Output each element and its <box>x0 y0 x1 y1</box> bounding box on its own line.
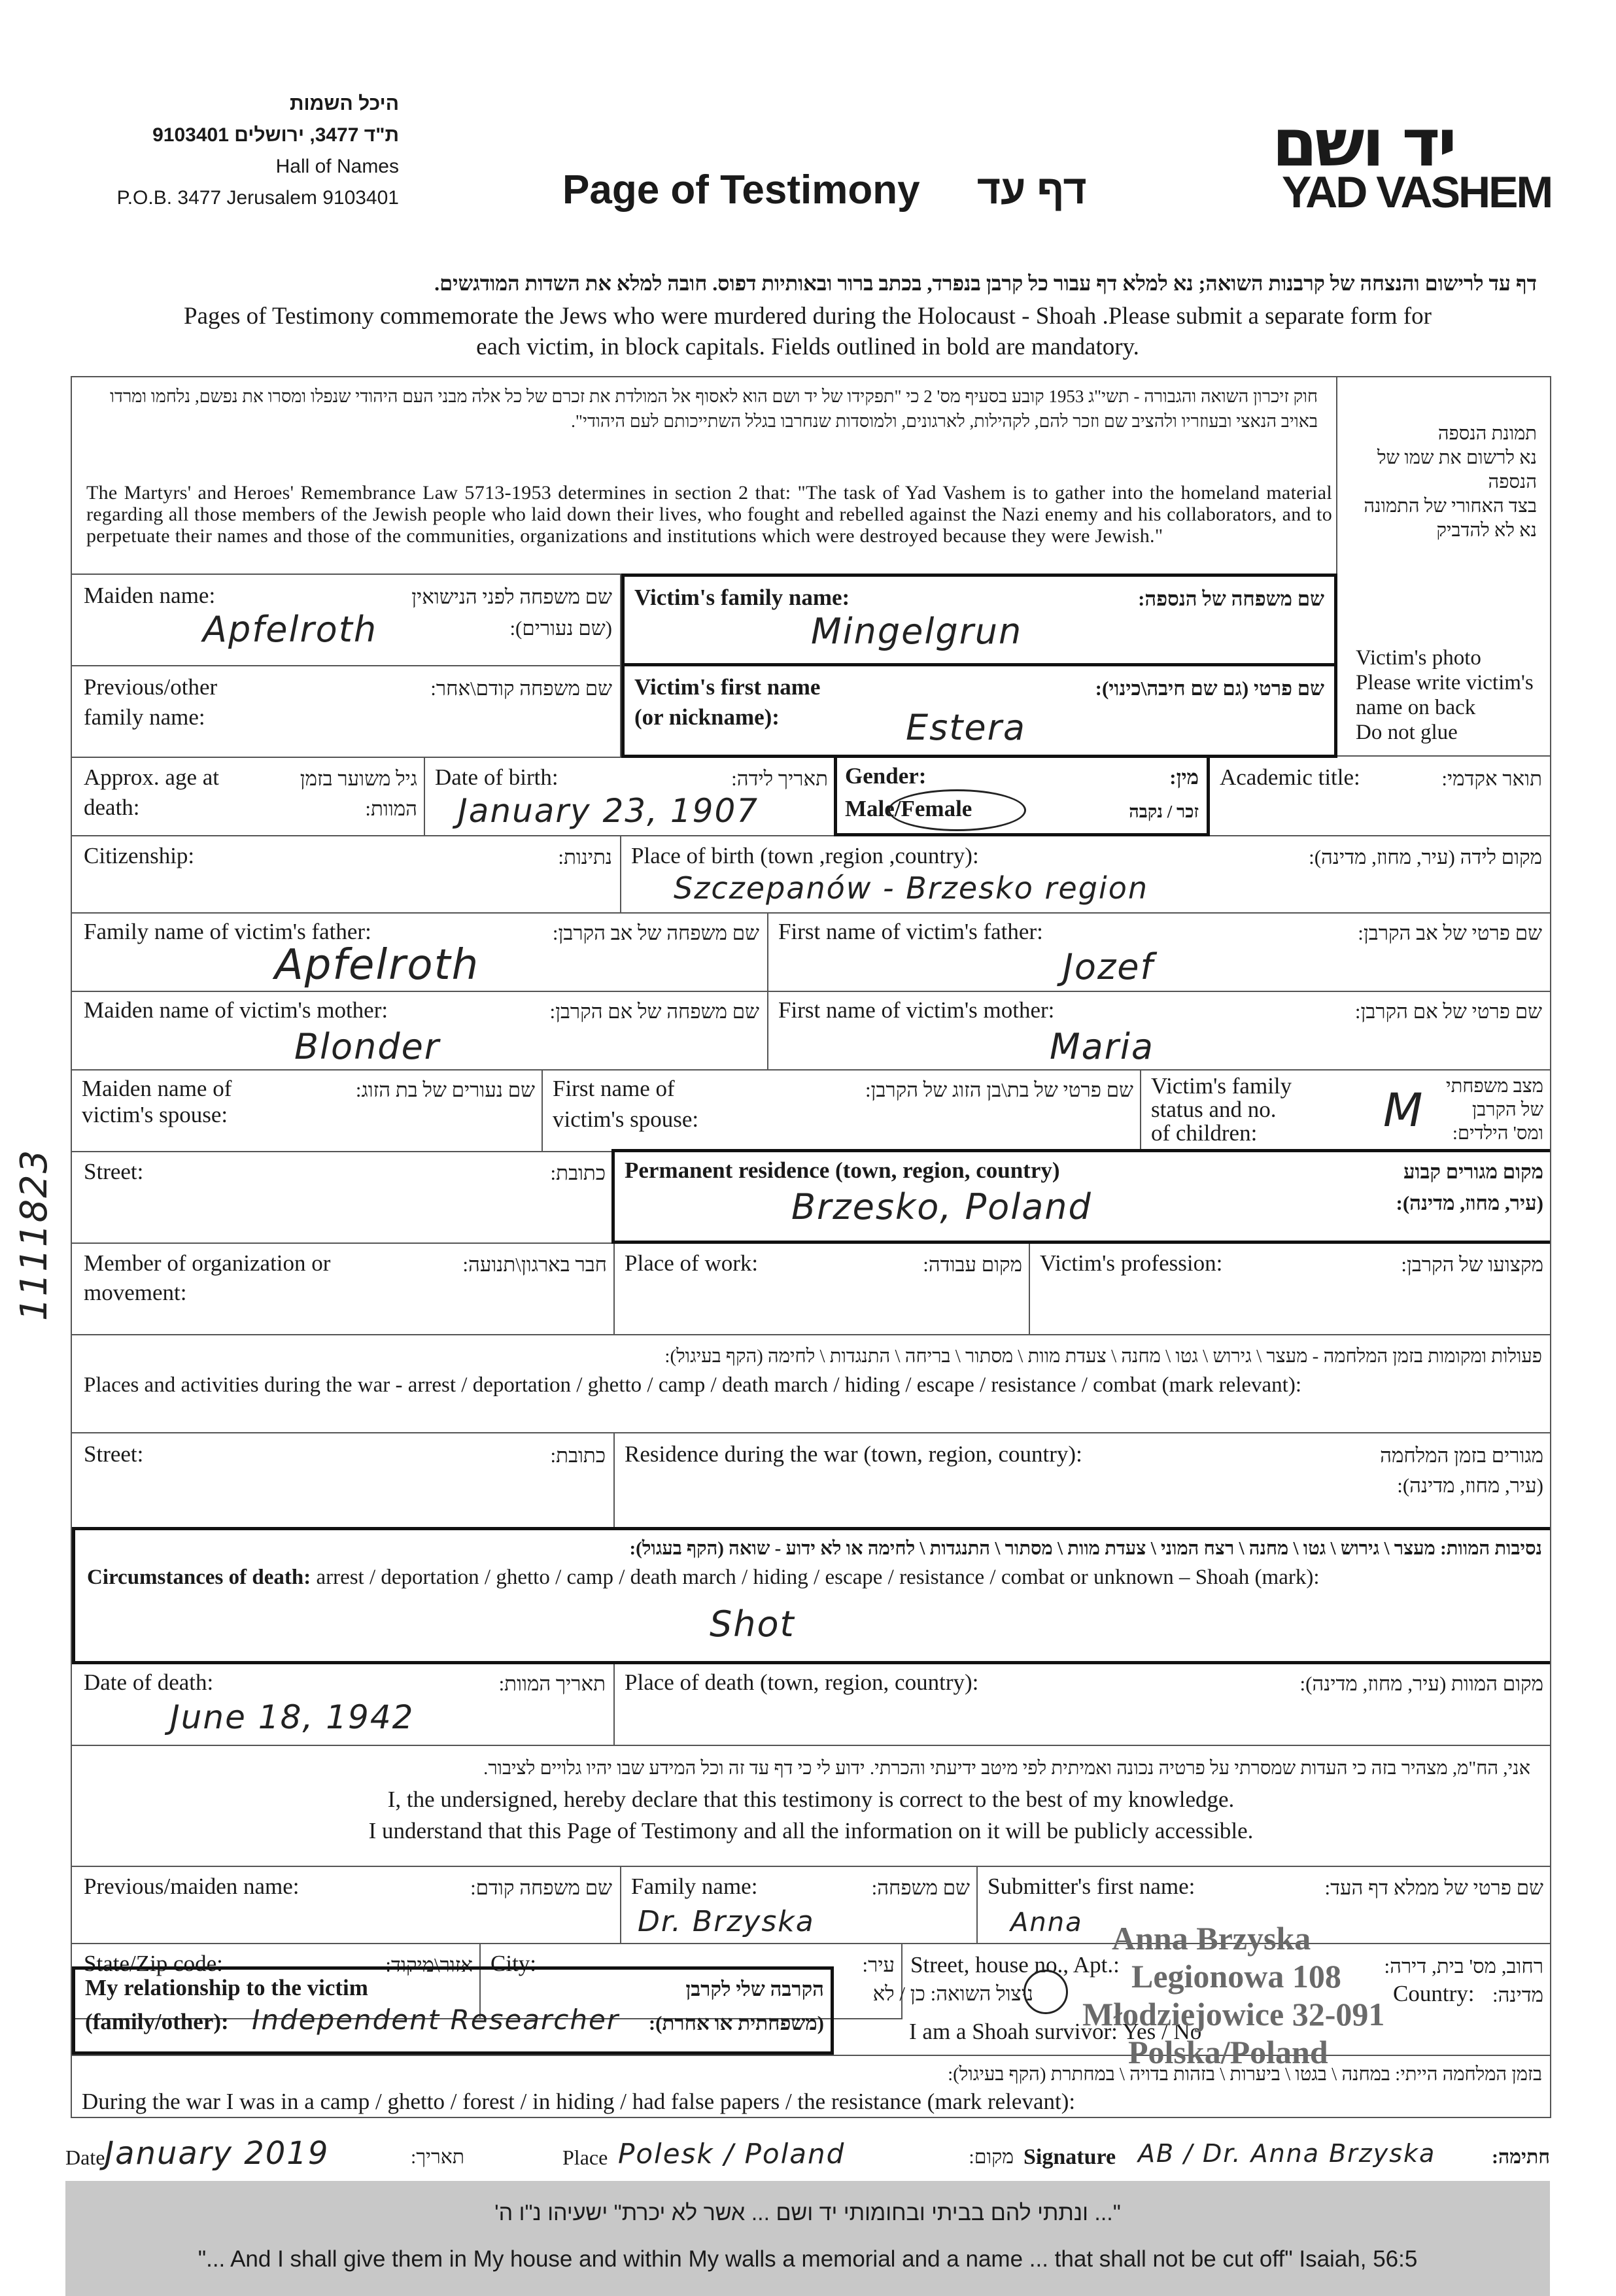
street-label: Street: <box>84 1159 144 1184</box>
state-label: State/Zip code: <box>84 1951 223 1976</box>
country-label: Country: <box>1393 1981 1475 2006</box>
war-street-label: Street: <box>84 1441 144 1467</box>
academic-label: Academic title: <box>1220 764 1360 790</box>
photo-he-4: נא לא להדביק <box>1436 520 1537 541</box>
margin-note: 1111823 <box>13 1148 56 1321</box>
declaration-hebrew: אני, הח"מ, מצהיר בזה כי העדות שמסרתי על פרטיה נכונה ואמיתית לפי מיטב ידיעתי והכרתי. ידוע לי כי דף עד זה וכל המידע שבו יהיו גלויים לציבור. <box>483 1758 1530 1779</box>
first-name-label-1: Victim's first name <box>634 674 821 700</box>
activities-label-he: פעולות ומקומות בזמן המלחמה - מעצר \ גירוש \ גטו \ מחנה \ צעדת מוות \ מסתור \ בריחה \ התנגדות \ לחימה (הקף בעיגול): <box>664 1346 1542 1367</box>
signature-label-he: חתימה: <box>1492 2146 1550 2168</box>
previous-name-label-he: שם משפחה קודם\אחר: <box>430 677 612 700</box>
date-label: Date <box>65 2146 105 2169</box>
family-name-label-he: שם משפחה של הנספה: <box>1138 587 1324 610</box>
member-label-he: חבר בארגון\תנועה: <box>462 1253 607 1276</box>
city-label-he: עיר: <box>862 1953 895 1976</box>
mother-maiden-label: Maiden name of victim's mother: <box>84 997 388 1023</box>
circumstances-label-bold: Circumstances of death: <box>87 1566 311 1589</box>
address-line-2: ת"ד 3477, ירושלים 9103401 <box>152 124 399 146</box>
submitter-stamp <box>1082 1919 1385 2071</box>
circumstances-field[interactable] <box>72 1527 1550 1664</box>
page-title <box>562 167 1087 213</box>
father-family-label-he: שם משפחה של אב הקרבן: <box>552 921 759 944</box>
declaration <box>72 1746 1550 1867</box>
photo-he-2: נא לרשום את שמו של הנספה <box>1377 447 1537 492</box>
photo-area[interactable] <box>1337 377 1550 757</box>
signature-value: AB / Dr. Anna Brzyska <box>1138 2139 1436 2168</box>
maiden-name-value: Apfelroth <box>203 609 378 650</box>
title-english: Page of Testimony <box>562 167 920 213</box>
submitter-family-field[interactable] <box>621 1867 978 1944</box>
photo-en-4: Do not glue <box>1356 721 1458 744</box>
law-block <box>72 377 1337 574</box>
family-status-label-2: status and no. <box>1151 1097 1277 1122</box>
submitter-first-label: Submitter's first name: <box>988 1874 1195 1899</box>
war-residence-field[interactable] <box>615 1433 1550 1530</box>
spouse-maiden-field[interactable] <box>72 1071 543 1152</box>
spouse-maiden-label-2: victim's spouse: <box>82 1102 228 1127</box>
intro-english <box>78 301 1537 362</box>
testimony-form <box>71 376 1551 2118</box>
family-status-label-1: Victim's family <box>1151 1073 1292 1099</box>
place-of-work-field[interactable] <box>615 1244 1030 1335</box>
work-label: Place of work: <box>625 1250 759 1276</box>
address-line-4: P.O.B. 3477 Jerusalem 9103401 <box>116 187 399 209</box>
family-name-value: Mingelgrun <box>811 611 1023 652</box>
citizenship-field[interactable] <box>72 836 621 914</box>
residence-label: Permanent residence (town, region, country) <box>625 1157 1060 1183</box>
war-activities-field[interactable] <box>72 1335 1550 1433</box>
age-label-he1: גיל משוער בזמן <box>300 767 417 790</box>
maiden-name-field[interactable] <box>72 574 621 666</box>
stamp-line-2: Legionowa 108 <box>1131 1958 1341 1995</box>
place-value: Polesk / Poland <box>618 2138 846 2170</box>
submitter-war-label-he: בזמן המלחמה הייתי: במחנה \ בגטו \ ביערות \ בזהות בדויה \ במחתרת (הקף בעיגול): <box>948 2064 1542 2085</box>
mother-first-label: First name of victim's mother: <box>778 997 1055 1023</box>
gender-label: Gender: <box>845 763 927 789</box>
war-street-label-he: כתובת: <box>550 1444 606 1467</box>
survivor-label: I am a Shoah survivor: Yes / No <box>909 2019 1202 2044</box>
dob-field[interactable] <box>425 758 837 836</box>
activities-label: Places and activities during the war - arrest / deportation / ghetto / camp / death march / hiding / escape / resistance / combat (mark relevant): <box>84 1373 1302 1397</box>
relationship-label-1: My relationship to the victim <box>85 1975 368 2000</box>
law-hebrew: חוק זיכרון השואה והגבורה - תשי"ג 1953 קובע בסעיף מס' 2 כי "תפקידו של יד ושם הוא לאסוף אל המולדת את זכרם של כל אלה מבני העם היהודי שנפלו ומסרו את נפשם, נלחמו ומרדו באויב הנאצי ובעוזריו ולהציב שם וזכר להם, לקהילות, לארגונים, ולמוסדות שנחרבו בגלל השתייכותם לעם היהודי". <box>110 386 1318 431</box>
citizenship-label-he: נתינות: <box>558 846 612 868</box>
gender-selection-circle <box>888 789 1026 831</box>
member-label-2: movement: <box>84 1280 187 1305</box>
work-label-he: מקום עבודה: <box>923 1253 1022 1276</box>
father-first-label: First name of victim's father: <box>778 919 1043 944</box>
circumstances-label-rest: arrest / deportation / ghetto / camp / death march / hiding / escape / resistance / combat or unknown – Shoah (mark): <box>316 1566 1320 1589</box>
family-status-he-3: ומס' הילדים: <box>1452 1123 1543 1144</box>
first-name-label-2: (or nickname): <box>634 704 780 730</box>
footer-hebrew: "... ונתתי להם בביתי ובחומותי יד ושם ... אשר לא יכרת" ישעיהו נ"ו ה' <box>494 2201 1121 2225</box>
war-residence-label-he1: מגורים בזמן המלחמה <box>1380 1444 1543 1467</box>
place-label: Place <box>562 2146 608 2169</box>
first-name-label-he: שם פרטי (גם שם חיבה\כינוי): <box>1095 677 1324 700</box>
header-address <box>85 88 399 214</box>
first-name-field[interactable] <box>621 663 1337 758</box>
city-label: City: <box>490 1951 537 1976</box>
family-status-label-3: of children: <box>1151 1120 1258 1146</box>
submitter-first-value: Anna <box>1010 1908 1083 1938</box>
declaration-english <box>72 1784 1550 1847</box>
father-family-label: Family name of victim's father: <box>84 919 371 944</box>
dob-label: Date of birth: <box>435 764 559 790</box>
profession-label-he: מקצועו של הקרבן: <box>1401 1253 1543 1276</box>
street-house-label-he: רחוב, מס' בית, דירה: <box>1384 1955 1543 1978</box>
mother-first-label-he: שם פרטי של אם הקרבן: <box>1354 1000 1542 1023</box>
age-label-1: Approx. age at <box>84 764 220 790</box>
war-residence-label: Residence during the war (town, region, country): <box>625 1441 1082 1467</box>
intro-line-2: each victim, in block capitals. Fields outlined in bold are mandatory. <box>476 334 1139 360</box>
photo-en-1: Victim's photo <box>1356 646 1481 670</box>
submitter-prev-name-field[interactable] <box>72 1867 621 1944</box>
street-field[interactable] <box>72 1152 615 1244</box>
photo-hebrew <box>1337 422 1537 543</box>
mother-maiden-field[interactable] <box>72 992 768 1071</box>
mother-maiden-label-he: שם משפחה של אם הקרבן: <box>549 1000 759 1023</box>
country-label-he: מדינה: <box>1492 1983 1543 2006</box>
submitter-family-label-he: שם משפחה: <box>871 1876 970 1899</box>
relationship-label-he1: הקרבה שלי לקרבן <box>685 1978 824 2000</box>
spouse-maiden-label-1: Maiden name of <box>82 1076 232 1101</box>
pob-label: Place of birth (town ,region ,country): <box>631 843 979 868</box>
family-status-label-he <box>1446 1074 1543 1145</box>
photo-english <box>1356 645 1534 745</box>
family-status-value: M <box>1383 1084 1424 1137</box>
photo-he-1: תמונת הנספה <box>1437 423 1537 444</box>
dod-label: Date of death: <box>84 1670 214 1695</box>
relationship-field[interactable] <box>72 1966 834 2055</box>
dob-value: January 23, 1907 <box>458 792 759 830</box>
mother-maiden-value: Blonder <box>294 1026 441 1067</box>
survivor-no-circle <box>1023 1970 1068 2014</box>
photo-he-3: בצד האחורי של התמונה <box>1364 496 1537 517</box>
footer-english: "... And I shall give them in My house and within My walls a memorial and a name ... that shall not be cut off" Isaiah, 56:5 <box>198 2246 1418 2272</box>
academic-title-field[interactable] <box>1210 758 1550 836</box>
family-name-label: Victim's family name: <box>634 585 850 610</box>
dob-label-he: תאריך לידה: <box>731 767 828 790</box>
submitter-prev-name-label: Previous/maiden name: <box>84 1874 300 1899</box>
residence-value: Brzesko, Poland <box>791 1186 1092 1227</box>
spouse-first-label-1: First name of <box>553 1076 675 1101</box>
submitter-war-label: During the war I was in a camp / ghetto / forest / in hiding / had false papers / the resistance (mark relevant): <box>82 2089 1076 2114</box>
member-field[interactable] <box>72 1244 615 1335</box>
law-english: The Martyrs' and Heroes' Remembrance Law 5713-1953 determines in section 2 that: "The task of Yad Vashem is to gather into the homeland material regarding all those members of the Jewish people who laid down their lives, who fought and rebelled against the Nazi enemy and his collaborators, and to perpetuate their names and those of the communities, organizations and institutions which were destroyed because they were Jewish." <box>86 482 1332 547</box>
circumstances-label <box>87 1564 1320 1590</box>
photo-en-3: name on back <box>1356 696 1476 719</box>
submitter-family-value: Dr. Brzyska <box>638 1905 815 1938</box>
signature-row <box>65 2135 1550 2181</box>
submitter-family-label: Family name: <box>631 1874 758 1899</box>
father-first-field[interactable] <box>768 914 1550 992</box>
mother-first-value: Maria <box>1050 1026 1154 1067</box>
intro-hebrew: דף עד לרישום והנצחה של קרבנות השואה; נא למלא דף עבור כל קרבן בנפרד, בכתב ברור ובאותיות דפוס. חובה למלא את השדות המודגשים. <box>434 271 1537 295</box>
maiden-name-label: Maiden name: <box>84 583 216 608</box>
gender-label-he: מין: <box>1169 766 1199 789</box>
previous-name-field[interactable] <box>72 666 621 758</box>
mother-first-field[interactable] <box>768 992 1550 1071</box>
intro-line-1: Pages of Testimony commemorate the Jews who were murdered during the Holocaust - Shoah .Please submit a separate form for <box>184 303 1432 330</box>
family-status-label <box>1151 1074 1292 1145</box>
signature-label: Signature <box>1023 2145 1116 2169</box>
maiden-name-label-he: שם משפחה לפני הנישואין <box>411 585 612 608</box>
academic-label-he: תואר אקדמי: <box>1441 767 1542 790</box>
date-of-death-field[interactable] <box>72 1664 615 1746</box>
previous-name-label-2: family name: <box>84 704 205 730</box>
footer-quote <box>65 2181 1550 2296</box>
father-family-value: Apfelroth <box>275 941 480 989</box>
war-residence-label-he2: (עיר, מחוז, מדינה): <box>1397 1474 1543 1497</box>
address-line-1: היכל השמות <box>289 93 399 114</box>
street-label-he: כתובת: <box>550 1161 606 1184</box>
permanent-residence-field[interactable] <box>611 1149 1550 1244</box>
age-label-he2: המוות: <box>365 797 417 820</box>
title-hebrew: דף עד <box>976 167 1087 213</box>
photo-en-2: Please write victim's <box>1356 671 1534 694</box>
state-label-he: אזור\מיקוד: <box>385 1953 473 1976</box>
stamp-line-3: Młodziejowice 32-091 <box>1082 1996 1385 2032</box>
date-label-he: תאריך: <box>411 2146 464 2168</box>
father-first-label-he: שם פרטי של אב הקרבן: <box>1358 921 1542 944</box>
circumstances-value: Shot <box>710 1603 795 1645</box>
gender-field[interactable] <box>834 755 1210 836</box>
citizenship-label: Citizenship: <box>84 843 195 868</box>
submitter-prev-name-label-he: שם משפחה קודם: <box>470 1876 612 1899</box>
age-label-2: death: <box>84 795 140 820</box>
profession-field[interactable] <box>1030 1244 1550 1335</box>
spouse-first-label-he: שם פרטי של בת\בן הזוג של הקרבן: <box>865 1078 1133 1101</box>
pod-label: Place of death (town, region, country): <box>625 1670 979 1695</box>
spouse-first-field[interactable] <box>543 1071 1141 1152</box>
logo-hebrew: יד ושם <box>1272 105 1454 181</box>
residence-label-he1: מקום מגורים קבוע <box>1403 1160 1543 1183</box>
residence-label-he2: (עיר, מחוז, מדינה): <box>1396 1191 1543 1214</box>
relationship-label-he2: (משפחתית או אחרת): <box>648 2012 824 2034</box>
street-house-label: Street, house no., Apt.: <box>910 1952 1120 1978</box>
profession-label: Victim's profession: <box>1040 1250 1223 1276</box>
maiden-name-label-he2: (שם נעורים): <box>509 617 612 640</box>
father-family-field[interactable] <box>72 914 768 992</box>
stamp-line-4: Polska/Poland <box>1128 2034 1328 2070</box>
spouse-maiden-label-he: שם נעורים של בת הזוג: <box>355 1078 535 1101</box>
pob-value: Szczepanów - Brzesko region <box>674 870 1149 906</box>
family-status-he-2: של הקרבן <box>1471 1099 1543 1120</box>
address-line-3: Hall of Names <box>275 156 399 177</box>
family-status-he-1: מצב משפחתי <box>1446 1076 1543 1097</box>
survivor-label-he: ניצול השואה: כן / לא <box>872 1982 1033 2005</box>
family-status-field[interactable] <box>1141 1071 1550 1152</box>
declaration-line-2: I understand that this Page of Testimony and all the information on it will be publicly accessible. <box>368 1818 1254 1843</box>
relationship-label-2: (family/other): <box>85 2009 229 2034</box>
submitter-first-label-he: שם פרטי של ממלא דף העד: <box>1324 1876 1543 1899</box>
circumstances-label-he: נסיבות המוות: מעצר \ גירוש \ גטו \ מחנה \ רצח המוני \ צעדת מוות \ מסתור \ התנגדות \ לחימה או לא ידוע - שואה (הקף בעגול): <box>629 1538 1542 1559</box>
spouse-first-label-2: victim's spouse: <box>553 1106 699 1132</box>
place-of-birth-field[interactable] <box>621 836 1550 914</box>
dod-label-he: תאריך המוות: <box>498 1672 606 1695</box>
pod-label-he: מקום המוות (עיר, מחוז, מדינה): <box>1299 1672 1543 1695</box>
family-name-field[interactable] <box>621 574 1337 666</box>
dod-value: June 18, 1942 <box>170 1698 415 1736</box>
previous-name-label-1: Previous/other <box>84 674 218 700</box>
relationship-value: Independent Researcher <box>252 2004 620 2036</box>
age-field[interactable] <box>72 758 425 836</box>
gender-options: Male/Female <box>845 796 972 821</box>
stamp-line-1: Anna Brzyska <box>1112 1920 1311 1957</box>
declaration-line-1: I, the undersigned, hereby declare that this testimony is correct to the best of my knowledge. <box>387 1787 1235 1812</box>
father-first-value: Jozef <box>1063 946 1154 987</box>
logo-english: YAD VASHEM <box>1282 167 1552 217</box>
war-street-field[interactable] <box>72 1433 615 1530</box>
place-label-he: מקום: <box>969 2146 1014 2168</box>
date-value: January 2019 <box>105 2135 330 2172</box>
gender-options-he: זכר / נקבה <box>1129 802 1199 821</box>
first-name-value: Estera <box>906 707 1026 748</box>
pob-label-he: מקום לידה (עיר, מחוז, מדינה): <box>1309 846 1542 868</box>
place-of-death-field[interactable] <box>615 1664 1550 1746</box>
member-label-1: Member of organization or <box>84 1250 331 1276</box>
